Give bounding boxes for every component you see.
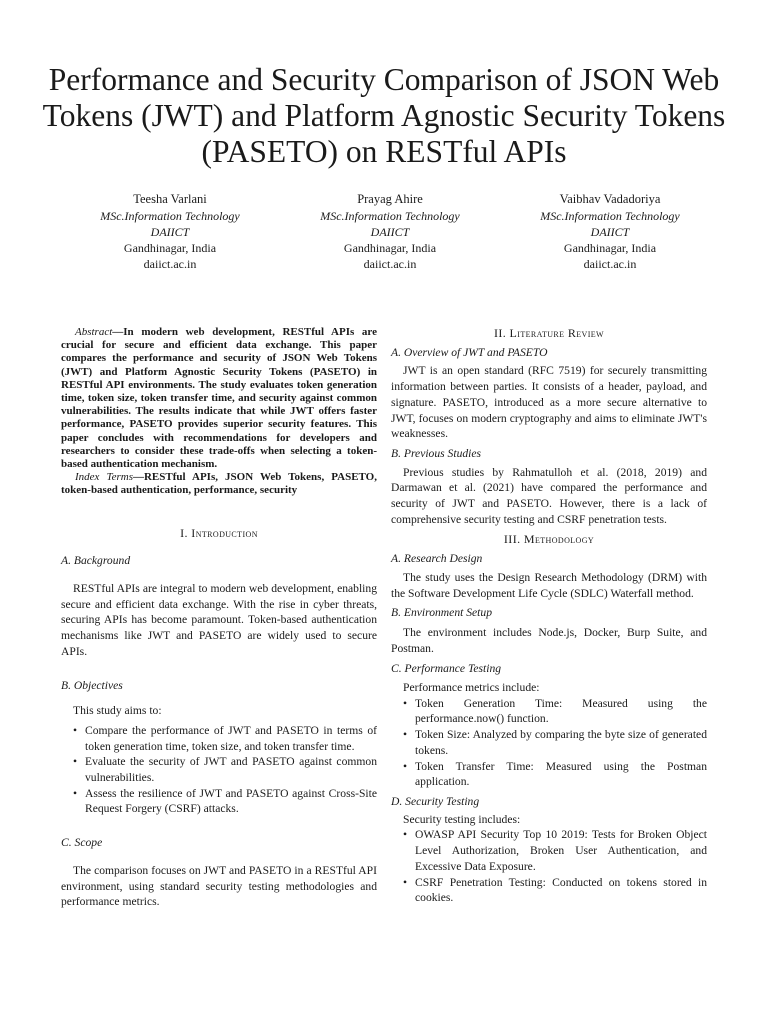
list-item: • Assess the resilience of JWT and PASETO against Cross-Site Request Forgery (CSRF) attacks. — [73, 786, 377, 817]
scope-paragraph: The comparison focuses on JWT and PASETO in a RESTful API environment, using standard security testing methodologies and performance metrics. — [61, 863, 377, 909]
right-column — [391, 326, 707, 906]
objectives-intro: This study aims to: — [73, 704, 162, 718]
background-paragraph: RESTful APIs are integral to modern web development, enabling secure and efficient data exchange. With the rise in cyber threats, securing APIs has become paramount. Token-based authentication mechanisms like JWT and PASETO are widely used to secure APIs. — [61, 582, 377, 658]
author-org: DAIICT — [590, 225, 630, 239]
list-item: • Token Generation Time: Measured using the performance.now() function. — [403, 696, 707, 727]
subsection-heading-background: A. Background — [61, 554, 131, 568]
research-design-paragraph: The study uses the Design Research Methodology (DRM) with the Software Development Life Cycle (SDLC) Waterfall method. — [391, 570, 707, 600]
index-terms-text: —RESTful APIs, JSON Web Tokens, PASETO, token-based authentication, performance, security — [61, 471, 377, 497]
author-name: Vaibhav Vadadoriya — [559, 192, 661, 206]
performance-intro: Performance metrics include: — [403, 681, 540, 695]
paper-title: Performance and Security Comparison of JSON Web Tokens (JWT) and Platform Agnostic Security Tokens (PASETO) on RESTful APIs — [42, 62, 726, 169]
section-heading-introduction: I. Introduction — [180, 525, 258, 540]
list-item: • Evaluate the security of JWT and PASETO against common vulnerabilities. — [73, 754, 377, 785]
author-name: Prayag Ahire — [357, 192, 423, 206]
author-dept: MSc.Information Technology — [100, 209, 240, 223]
author-block — [70, 191, 710, 272]
author-1 — [70, 191, 270, 272]
subsection-heading-research-design: A. Research Design — [391, 552, 483, 566]
abstract-text: —In modern web development, RESTful APIs are crucial for secure and efficient data exchange. This paper compares the performance and security of JSON Web Tokens (JWT) and Platform Agnostic Security Tokens (PASETO) in RESTful API environments. The study evaluates token generation time, token size, token transfer time, and security against common vulnerabilities. The results indicate that while JWT offers faster performance, PASETO provides superior security features. This paper concludes with recommendations for developers and researchers to consider these trade-offs when selecting a token-based authentication mechanism. — [61, 326, 377, 471]
security-intro: Security testing includes: — [403, 812, 521, 826]
author-email: daiict.ac.in — [583, 257, 637, 271]
subsection-heading-security: D. Security Testing — [391, 794, 480, 808]
author-dept: MSc.Information Technology — [540, 209, 680, 223]
list-item: • Token Transfer Time: Measured using the Postman application. — [403, 759, 707, 790]
subsection-heading-performance: C. Performance Testing — [391, 662, 502, 676]
author-city: Gandhinagar, India — [343, 241, 437, 255]
index-terms — [61, 471, 377, 497]
subsection-heading-previous-studies: B. Previous Studies — [391, 446, 482, 460]
abstract — [61, 326, 377, 498]
author-dept: MSc.Information Technology — [320, 209, 460, 223]
abstract-label: Abstract — [75, 326, 113, 338]
author-org: DAIICT — [370, 225, 410, 239]
performance-list — [391, 696, 707, 790]
left-column — [61, 326, 377, 910]
security-list — [391, 827, 707, 906]
section-heading-literature-review: II. Literature Review — [493, 326, 605, 340]
author-email: daiict.ac.in — [363, 257, 417, 271]
list-item: • Compare the performance of JWT and PASETO in terms of token generation time, token size, and token transfer time. — [73, 723, 377, 754]
author-name: Teesha Varlani — [133, 192, 207, 206]
author-org: DAIICT — [150, 225, 190, 239]
list-item: • Token Size: Analyzed by comparing the byte size of generated tokens. — [403, 727, 707, 758]
subsection-heading-scope: C. Scope — [61, 836, 103, 850]
author-email: daiict.ac.in — [143, 257, 197, 271]
previous-studies-paragraph: Previous studies by Rahmatulloh et al. (2018, 2019) and Darmawan et al. (2021) have compared the performance and security of JWT and PASETO. However, there is a lack of comprehensive security testing and CSRF penetration tests. — [391, 465, 707, 526]
environment-paragraph: The environment includes Node.js, Docker, Burp Suite, and Postman. — [391, 625, 707, 655]
abstract-paragraph — [61, 326, 377, 471]
index-terms-label: Index Terms — [75, 471, 133, 484]
overview-paragraph: JWT is an open standard (RFC 7519) for securely transmitting information between parties. It consists of a header, payload, and signature. PASETO, introduced as a more secure alternative to JWT, focuses on modern cryptography and aims to eliminate JWT's weaknesses. — [391, 364, 707, 441]
subsection-heading-overview: A. Overview of JWT and PASETO — [391, 345, 548, 359]
author-2 — [290, 191, 490, 272]
author-3 — [510, 191, 710, 272]
list-item: • OWASP API Security Top 10 2019: Tests for Broken Object Level Authorization, Broken User Authentication, and Excessive Data Exposure. — [403, 827, 707, 874]
author-city: Gandhinagar, India — [123, 241, 217, 255]
objectives-list — [61, 723, 377, 817]
author-city: Gandhinagar, India — [563, 241, 657, 255]
subsection-heading-environment: B. Environment Setup — [391, 606, 492, 620]
list-item: • CSRF Penetration Testing: Conducted on tokens stored in cookies. — [403, 875, 707, 906]
subsection-heading-objectives: B. Objectives — [61, 678, 123, 692]
section-heading-methodology: III. Methodology — [503, 532, 595, 547]
